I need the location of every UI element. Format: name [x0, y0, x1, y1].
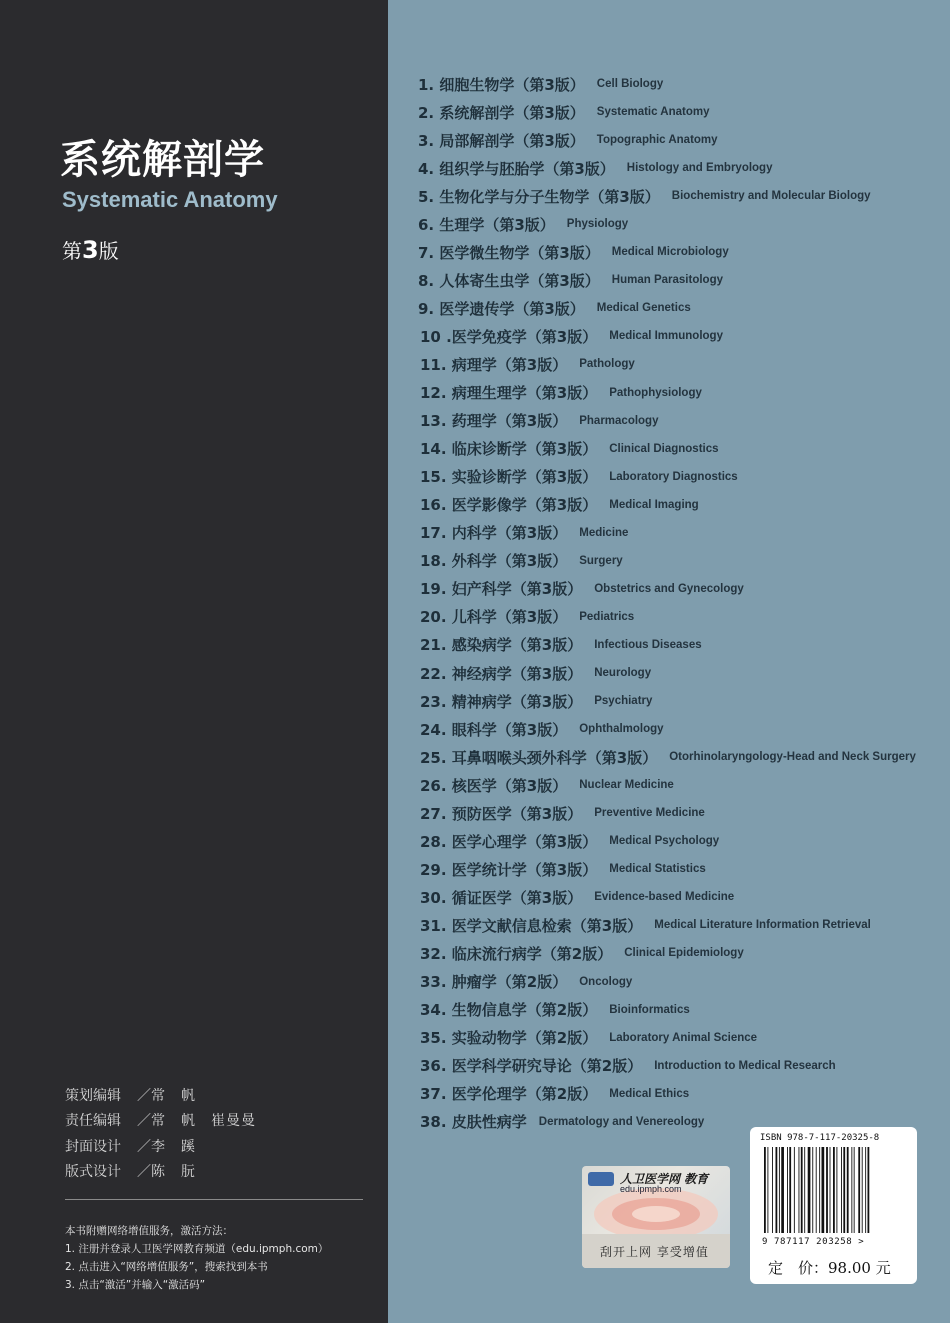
book-list-item [418, 855, 916, 883]
book-list-item [418, 519, 916, 547]
book-title-en: Clinical Diagnostics [609, 442, 719, 455]
credit-role: 版式设计 [65, 1164, 121, 1181]
book-list-item [418, 491, 916, 519]
book-list-item [418, 968, 916, 996]
book-title-en: Cell Biology [596, 78, 664, 91]
book-title-en: Medical Ethics [609, 1087, 690, 1100]
book-title-en: Oncology [579, 975, 633, 988]
book-title-zh: 34. 生物信息学（第2版） [420, 1001, 598, 1020]
book-list-item [418, 350, 916, 378]
book-title-zh: 31. 医学文献信息检索（第3版） [420, 916, 643, 935]
book-title-en: Medical Microbiology [611, 246, 729, 259]
book-title-en: Surgery [579, 554, 623, 567]
book-title-en: Dermatology and Venereology [538, 1115, 705, 1128]
credit-names: 陈 朊 [151, 1164, 196, 1181]
price-value: 98.00 元 [828, 1259, 891, 1277]
book-list-item [418, 435, 916, 463]
book-title-zh: 2. 系统解剖学（第3版） [418, 103, 585, 122]
book-title-en: Preventive Medicine [594, 807, 705, 820]
book-list-item [418, 771, 916, 799]
book-title-zh: 12. 病理生理学（第3版） [420, 384, 598, 403]
book-list-item [418, 322, 916, 350]
sticker-brand: 人卫医学网 教育 [620, 1172, 709, 1186]
book-list-item [418, 70, 916, 98]
book-title-zh: 30. 循证医学（第3版） [420, 888, 583, 907]
book-list-item [418, 911, 916, 939]
book-title-zh: 16. 医学影像学（第3版） [420, 496, 598, 515]
book-list-item [418, 1080, 916, 1108]
edition-label [62, 235, 119, 264]
credit-row [65, 1159, 256, 1185]
credit-role: 封面设计 [65, 1138, 121, 1155]
barcode-icon [762, 1147, 905, 1237]
credit-row [65, 1108, 256, 1134]
book-title-en: Histology and Embryology [626, 162, 773, 175]
credit-separator: ／ [137, 1113, 151, 1130]
book-title-english: Systematic Anatomy [62, 187, 278, 212]
book-title-zh: 11. 病理学（第3版） [420, 355, 568, 374]
credit-role: 责任编辑 [65, 1113, 121, 1130]
edition-suffix: 版 [98, 239, 119, 263]
book-title-zh: 23. 精神病学（第3版） [420, 692, 583, 711]
credit-names: 常 帆 [151, 1087, 196, 1104]
book-title-zh: 35. 实验动物学（第2版） [420, 1029, 598, 1048]
credit-row [65, 1082, 256, 1108]
book-title-zh: 20. 儿科学（第3版） [420, 608, 568, 627]
activation-sticker[interactable] [582, 1166, 730, 1268]
book-title-en: Medicine [579, 526, 629, 539]
book-title-en: Nuclear Medicine [579, 779, 674, 792]
book-list-item [418, 210, 916, 238]
book-title-zh: 24. 眼科学（第3版） [420, 720, 568, 739]
book-title-en: Biochemistry and Molecular Biology [671, 190, 871, 203]
book-list-item [418, 799, 916, 827]
book-list-item [418, 98, 916, 126]
book-title-en: Pediatrics [579, 610, 635, 623]
book-list-item [418, 294, 916, 322]
book-title-en: Medical Statistics [609, 863, 706, 876]
book-title-zh: 4. 组织学与胚胎学（第3版） [418, 159, 615, 178]
book-title-en: Topographic Anatomy [596, 134, 718, 147]
book-list-item [418, 996, 916, 1024]
price-prefix: 定 价： [768, 1259, 829, 1277]
book-title-en: Bioinformatics [609, 1003, 690, 1016]
book-list-item [418, 603, 916, 631]
book-title-en: Human Parasitology [611, 274, 723, 287]
book-title-zh: 10 .医学免疫学（第3版） [420, 327, 598, 346]
sticker-website: edu.ipmph.com [620, 1184, 682, 1194]
book-list-item [418, 154, 916, 182]
book-list-item [418, 743, 916, 771]
book-title-zh: 26. 核医学（第3版） [420, 776, 568, 795]
barcode-digits: 9 787117 203258 > [762, 1237, 865, 1247]
book-title-zh: 9. 医学遗传学（第3版） [418, 299, 585, 318]
book-title-en: Introduction to Medical Research [654, 1059, 836, 1072]
book-title-en: Pharmacology [579, 414, 659, 427]
book-title-zh: 37. 医学伦理学（第2版） [420, 1085, 598, 1104]
value-added-service-note [65, 1222, 328, 1294]
book-title-zh: 3. 局部解剖学（第3版） [418, 131, 585, 150]
book-title-en: Neurology [594, 667, 652, 679]
book-title-en: Infectious Diseases [594, 638, 702, 651]
book-title-en: Medical Psychology [609, 835, 720, 848]
book-title-en: Laboratory Animal Science [609, 1031, 758, 1044]
book-title-en: Systematic Anatomy [596, 106, 710, 119]
book-title-zh: 17. 内科学（第3版） [420, 524, 568, 543]
book-title-en: Ophthalmology [579, 723, 664, 736]
section-divider [65, 1199, 363, 1200]
book-title-zh: 7. 医学微生物学（第3版） [418, 243, 600, 262]
book-title-en: Laboratory Diagnostics [609, 470, 738, 483]
book-title-en: Physiology [566, 218, 629, 231]
book-list-item [418, 266, 916, 294]
book-title-en: Obstetrics and Gynecology [594, 582, 744, 595]
book-title-zh: 14. 临床诊断学（第3版） [420, 440, 598, 459]
book-title-en: Medical Genetics [596, 302, 691, 315]
book-title-en: Evidence-based Medicine [594, 891, 735, 904]
book-list-item [418, 631, 916, 659]
series-book-list [418, 70, 916, 1136]
book-title-en: Pathophysiology [609, 386, 702, 399]
book-list-item [418, 659, 916, 687]
sticker-scratch-label: 刮开上网 享受增值 [600, 1245, 709, 1259]
book-title-zh: 36. 医学科学研究导论（第2版） [420, 1057, 643, 1076]
service-step: 1. 注册并登录人卫医学网教育频道（edu.ipmph.com） [65, 1243, 329, 1255]
book-title-en: Pathology [579, 358, 635, 371]
book-title-en: Medical Literature Information Retrieval [654, 919, 871, 932]
credits-list [65, 1082, 256, 1184]
book-list-item [418, 182, 916, 210]
book-title-zh: 1. 细胞生物学（第3版） [418, 75, 585, 94]
book-title-en: Medical Immunology [609, 330, 723, 343]
book-title-zh: 33. 肿瘤学（第2版） [420, 973, 568, 992]
credit-row [65, 1133, 256, 1159]
book-title-en: Clinical Epidemiology [624, 947, 744, 960]
book-list-item [418, 126, 916, 154]
credit-names: 李 蹊 [151, 1138, 196, 1155]
edition-prefix: 第 [62, 239, 82, 263]
service-heading: 本书附赠网络增值服务，激活方法： [65, 1225, 233, 1237]
book-title-zh: 8. 人体寄生虫学（第3版） [418, 271, 600, 290]
book-title-zh: 15. 实验诊断学（第3版） [420, 468, 598, 487]
book-list-item [418, 687, 916, 715]
book-title-zh: 18. 外科学（第3版） [420, 552, 568, 571]
book-title-zh: 29. 医学统计学（第3版） [420, 860, 598, 879]
service-step: 3. 点击“激活”并输入“激活码” [65, 1279, 206, 1291]
book-title-zh: 25. 耳鼻咽喉头颈外科学（第3版） [420, 748, 658, 767]
book-list-item [418, 238, 916, 266]
book-title-en: Otorhinolaryngology-Head and Neck Surgery [669, 751, 916, 764]
book-title-zh: 38. 皮肤性病学 [420, 1113, 527, 1132]
isbn-barcode-box [750, 1127, 917, 1284]
book-title-zh: 32. 临床流行病学（第2版） [420, 944, 613, 963]
price-label [768, 1257, 891, 1278]
service-step: 2. 点击进入“网络增值服务”，搜索找到本书 [65, 1261, 268, 1273]
book-list-item [418, 939, 916, 967]
book-list-item [418, 827, 916, 855]
book-title-zh: 13. 药理学（第3版） [420, 412, 568, 431]
book-list-item [418, 1024, 916, 1052]
book-title-chinese: 系统解剖学 [60, 137, 265, 183]
book-list-item [418, 379, 916, 407]
isbn-number: ISBN 978-7-117-20325-8 [760, 1133, 880, 1143]
credit-names: 常 帆 崔曼曼 [151, 1113, 256, 1130]
book-list-item [418, 407, 916, 435]
book-title-zh: 27. 预防医学（第3版） [420, 804, 583, 823]
book-list-item [418, 575, 916, 603]
book-list-item [418, 1052, 916, 1080]
book-list-item [418, 547, 916, 575]
book-title-zh: 28. 医学心理学（第3版） [420, 832, 598, 851]
credit-separator: ／ [137, 1087, 151, 1104]
book-title-zh: 6. 生理学（第3版） [418, 215, 555, 234]
credit-separator: ／ [137, 1164, 151, 1181]
book-title-zh: 21. 感染病学（第3版） [420, 636, 583, 655]
book-list-item [418, 715, 916, 743]
book-list-item [418, 883, 916, 911]
book-title-zh: 5. 生物化学与分子生物学（第3版） [418, 187, 660, 206]
credit-role: 策划编辑 [65, 1087, 121, 1104]
book-title-en: Psychiatry [594, 695, 653, 708]
book-list-item [418, 463, 916, 491]
credit-separator: ／ [137, 1138, 151, 1155]
book-title-zh: 22. 神经病学（第3版） [420, 664, 583, 683]
edition-number: 3 [82, 236, 99, 264]
book-title-en: Medical Imaging [609, 498, 699, 511]
book-title-zh: 19. 妇产科学（第3版） [420, 580, 583, 599]
